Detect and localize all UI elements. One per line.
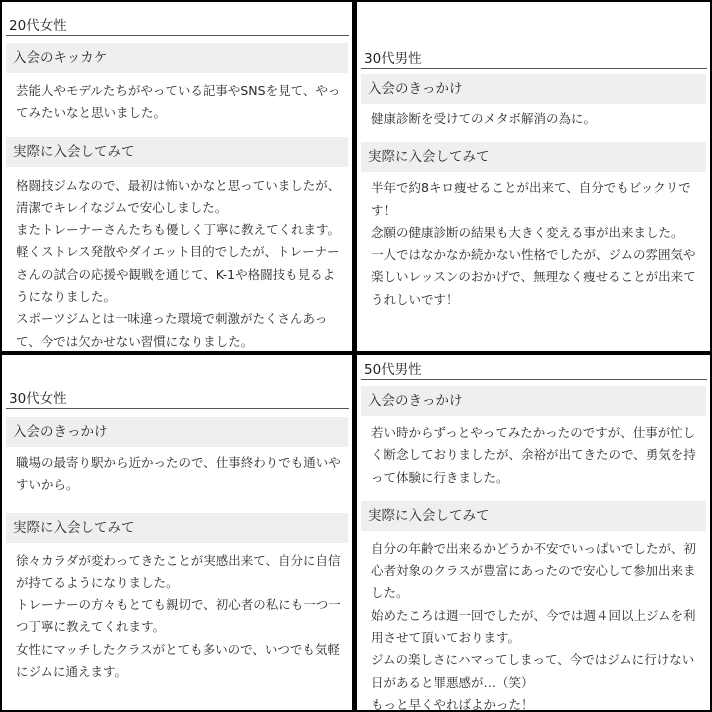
experience-line: 一人ではなかなか続かない性格でしたが、ジムの雰囲気や楽しいレッスンのおかげで、無理なく痩せることが出来てうれしいです！ bbox=[371, 247, 696, 307]
experience-text bbox=[2, 175, 352, 351]
experience-heading: 実際に入会してみて bbox=[361, 501, 706, 531]
experience-heading: 実際に入会してみて bbox=[6, 513, 348, 543]
experience-line: ジムの楽しさにハマってしまって、今ではジムに行けない日があると罪悪感が…（笑） bbox=[371, 652, 695, 690]
experience-line: 女性にマッチしたクラスがとても多いので、いつでも気軽にジムに通えます。 bbox=[16, 641, 340, 680]
reason-heading: 入会のきっかけ bbox=[361, 74, 706, 104]
testimonial-card-50s-male bbox=[357, 355, 710, 710]
experience-line: 念願の健康診断の結果も大きく変える事が出来ました。 bbox=[371, 224, 684, 240]
reason-text bbox=[357, 108, 710, 130]
experience-line: トレーナーの方々もとても親切で、初心者の私にも一つ一つ丁寧に教えてくれます。 bbox=[16, 597, 341, 635]
reason-heading: 入会のきっかけ bbox=[361, 386, 706, 416]
reason-text bbox=[357, 422, 710, 489]
experience-line: 始めたころは週一回でしたが、今では週４回以上ジムを利用させて頂いております。 bbox=[371, 607, 696, 646]
reason-text bbox=[2, 452, 352, 497]
experience-line: スポーツジムとは一味違った環境で刺激がたくさんあって、今では欠かせない習慣になりました。 bbox=[16, 311, 328, 349]
experience-line: 自分の年齢で出来るかどうか不安でいっぱいでしたが、初心者対象のクラスが豊富にあったので安心して参加出来ました。 bbox=[371, 540, 697, 601]
experience-line: またトレーナーさんたちも優しく丁寧に教えてくれます。 bbox=[16, 222, 341, 238]
experience-text bbox=[357, 538, 710, 710]
experience-line: 格闘技ジムなので、最初は怖いかなと思っていましたが、清潔でキレイなジムで安心しました。 bbox=[16, 177, 341, 215]
testimonial-card-20s-female bbox=[2, 2, 352, 351]
experience-heading: 実際に入会してみて bbox=[361, 142, 706, 172]
reason-line: 健康診断を受けてのメタボ解消の為に。 bbox=[371, 111, 597, 126]
card-title: 30代男性 bbox=[361, 50, 707, 69]
reason-line: 若い時からずっとやってみたかったのですが、仕事が忙しく断念しておりましたが、余裕が出てきたので、勇気を持って体験に行きました。 bbox=[371, 425, 696, 485]
card-title: 20代女性 bbox=[6, 17, 349, 36]
experience-text bbox=[357, 177, 710, 311]
experience-text bbox=[2, 550, 352, 684]
reason-heading: 入会のキッカケ bbox=[6, 43, 348, 73]
card-title: 30代女性 bbox=[6, 390, 349, 409]
experience-line: もっと早くやればよかった！ bbox=[371, 696, 534, 710]
reason-line: 芸能人やモデルたちがやっている記事やSNSを見て、やってみたいなと思いました。 bbox=[16, 83, 341, 121]
experience-line: 軽くストレス発散やダイエット目的でしたが、トレーナーさんの試合の応援や観戦を通じて、K-1や格闘技も見るようになりました。 bbox=[16, 244, 340, 305]
reason-heading: 入会のきっかけ bbox=[6, 417, 348, 447]
experience-heading: 実際に入会してみて bbox=[6, 137, 348, 167]
reason-line: 職場の最寄り駅から近かったので、仕事終わりでも通いやすいから。 bbox=[16, 455, 341, 493]
experience-line: 半年で約8キロ痩せることが出来て、自分でもビックリです！ bbox=[371, 180, 691, 218]
testimonial-card-30s-male bbox=[357, 2, 710, 351]
testimonial-card-30s-female bbox=[2, 355, 352, 710]
experience-line: 徐々カラダが変わってきたことが実感出来て、自分に自信が持てるようになりました。 bbox=[16, 552, 341, 590]
card-title: 50代男性 bbox=[361, 361, 707, 380]
reason-text bbox=[2, 80, 352, 125]
